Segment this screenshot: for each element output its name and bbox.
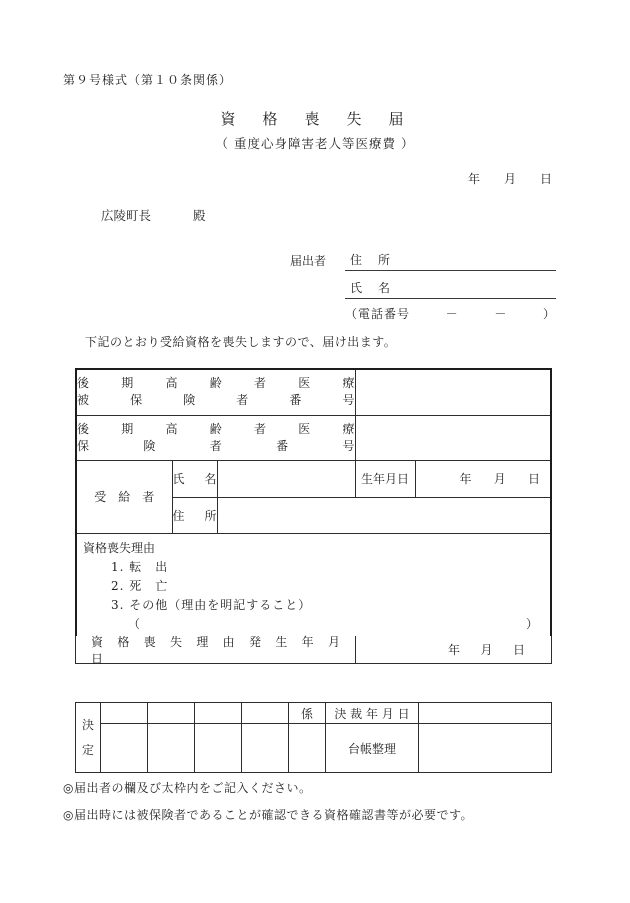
decision-stamp-cell-6[interactable] bbox=[148, 724, 195, 773]
birthdate-day-label: 日 bbox=[527, 472, 540, 486]
loss-date-input-cell[interactable] bbox=[356, 636, 551, 663]
loss-date-label-cell bbox=[76, 634, 356, 666]
reporter-phone-row[interactable] bbox=[345, 299, 556, 325]
reporter-block bbox=[290, 243, 556, 325]
decision-stamp-cell-7[interactable] bbox=[195, 724, 242, 773]
reporter-address-row bbox=[290, 243, 556, 271]
insurer-number-label-line1: 後 期 高 齢 者 医 療 bbox=[77, 421, 355, 436]
reporter-name-row bbox=[290, 271, 556, 299]
reporter-name-label: 氏 名 bbox=[350, 281, 393, 295]
approval-date-label: 決 裁 年 月 日 bbox=[326, 703, 419, 724]
loss-reason-other-field[interactable] bbox=[128, 615, 538, 634]
loss-date-row bbox=[75, 636, 552, 664]
insured-number-label bbox=[77, 370, 355, 415]
paren-close: ） bbox=[525, 616, 538, 631]
reporter-address-label: 住 所 bbox=[350, 253, 393, 267]
recipient-name-label: 氏 名 bbox=[172, 460, 217, 497]
loss-date-label: 資 格 喪 失 理 由 発 生 年 月 日 bbox=[91, 634, 353, 666]
phone-label: （電話番号 bbox=[345, 307, 411, 321]
recipient-address-input-cell[interactable] bbox=[217, 497, 550, 533]
kakari-stamp-cell[interactable] bbox=[289, 724, 326, 773]
insurer-number-input-cell[interactable] bbox=[355, 415, 550, 460]
form-subtitle: （ 重度心身障害老人等医療費 ） bbox=[215, 136, 415, 151]
footnote-1: ◎届出者の欄及び太枠内をご記入ください。 bbox=[63, 781, 312, 795]
insured-number-label-line2: 被 保 険 者 番 号 bbox=[77, 393, 355, 408]
insurer-number-label-line2: 保 険 者 番 号 bbox=[77, 438, 355, 453]
ledger-input-cell[interactable] bbox=[419, 724, 552, 773]
date-month-label: 月 bbox=[503, 172, 516, 186]
addressee-line bbox=[101, 206, 206, 224]
decision-stamp-cell-5[interactable] bbox=[101, 724, 148, 773]
decision-body-row bbox=[76, 724, 552, 773]
recipient-label: 受 給 者 bbox=[77, 460, 172, 533]
phone-dash1: － bbox=[445, 307, 459, 321]
loss-reason-row bbox=[77, 533, 550, 636]
addressee-name: 広陵町長 bbox=[101, 208, 152, 223]
loss-date-day-label: 日 bbox=[512, 643, 525, 657]
birthdate-month-label: 月 bbox=[493, 472, 506, 486]
insured-number-row bbox=[77, 370, 550, 415]
ledger-label: 台帳整理 bbox=[326, 724, 419, 773]
birthdate-year-label: 年 bbox=[459, 472, 472, 486]
decision-stamp-cell-8[interactable] bbox=[242, 724, 289, 773]
declaration-statement: 下記のとおり受給資格を喪失しますので、届け出ます。 bbox=[85, 335, 397, 349]
decision-stamp-cell-4[interactable] bbox=[242, 703, 289, 724]
loss-reason-item-1: 1. 転 出 bbox=[111, 559, 169, 574]
insured-number-input-cell[interactable] bbox=[355, 370, 550, 415]
decision-stamp-cell-2[interactable] bbox=[148, 703, 195, 724]
recipient-address-label: 住 所 bbox=[172, 497, 217, 533]
insurer-number-label bbox=[77, 415, 355, 460]
decision-stamp-cell-3[interactable] bbox=[195, 703, 242, 724]
recipient-name-input-cell[interactable] bbox=[217, 460, 355, 497]
loss-reason-cell[interactable] bbox=[77, 533, 550, 636]
phone-close: ） bbox=[542, 307, 556, 321]
reporter-address-field[interactable] bbox=[345, 251, 556, 271]
loss-date-year-label: 年 bbox=[448, 643, 461, 657]
insurer-number-row bbox=[77, 415, 550, 460]
date-year-label: 年 bbox=[468, 172, 481, 186]
decision-label-bottom: 定 bbox=[81, 742, 94, 757]
decision-table bbox=[75, 702, 552, 773]
footnote-2: ◎届出時には被保険者であることが確認できる資格確認書等が必要です。 bbox=[63, 808, 474, 822]
birthdate-label: 生年月日 bbox=[355, 460, 415, 497]
addressee-honorific: 殿 bbox=[193, 208, 206, 223]
recipient-name-row bbox=[77, 460, 550, 497]
decision-label-top: 決 bbox=[81, 717, 94, 732]
loss-reason-heading: 資格喪失理由 bbox=[83, 540, 156, 555]
submission-date-line bbox=[468, 170, 552, 187]
paren-open: （ bbox=[128, 616, 141, 631]
phone-dash2: － bbox=[494, 307, 508, 321]
decision-header-row bbox=[76, 703, 552, 724]
decision-stamp-cell-1[interactable] bbox=[101, 703, 148, 724]
kakari-label: 係 bbox=[289, 703, 326, 724]
birthdate-input-cell[interactable] bbox=[415, 460, 550, 497]
approval-date-input-cell[interactable] bbox=[419, 703, 552, 724]
loss-reason-item-3: 3. その他（理由を明記すること） bbox=[111, 597, 312, 612]
form-title: 資 格 喪 失 届 bbox=[220, 110, 410, 128]
birthdate-value-labels bbox=[416, 470, 551, 487]
date-day-label: 日 bbox=[539, 172, 552, 186]
form-number: 第９号様式（第１０条関係） bbox=[63, 73, 233, 87]
reporter-label: 届出者 bbox=[290, 254, 327, 268]
reporter-name-field[interactable] bbox=[345, 279, 556, 299]
decision-label-cell bbox=[76, 703, 101, 773]
main-table bbox=[75, 368, 552, 638]
loss-date-month-label: 月 bbox=[480, 643, 493, 657]
loss-reason-item-2: 2. 死 亡 bbox=[111, 578, 169, 593]
insured-number-label-line1: 後 期 高 齢 者 医 療 bbox=[77, 376, 355, 391]
